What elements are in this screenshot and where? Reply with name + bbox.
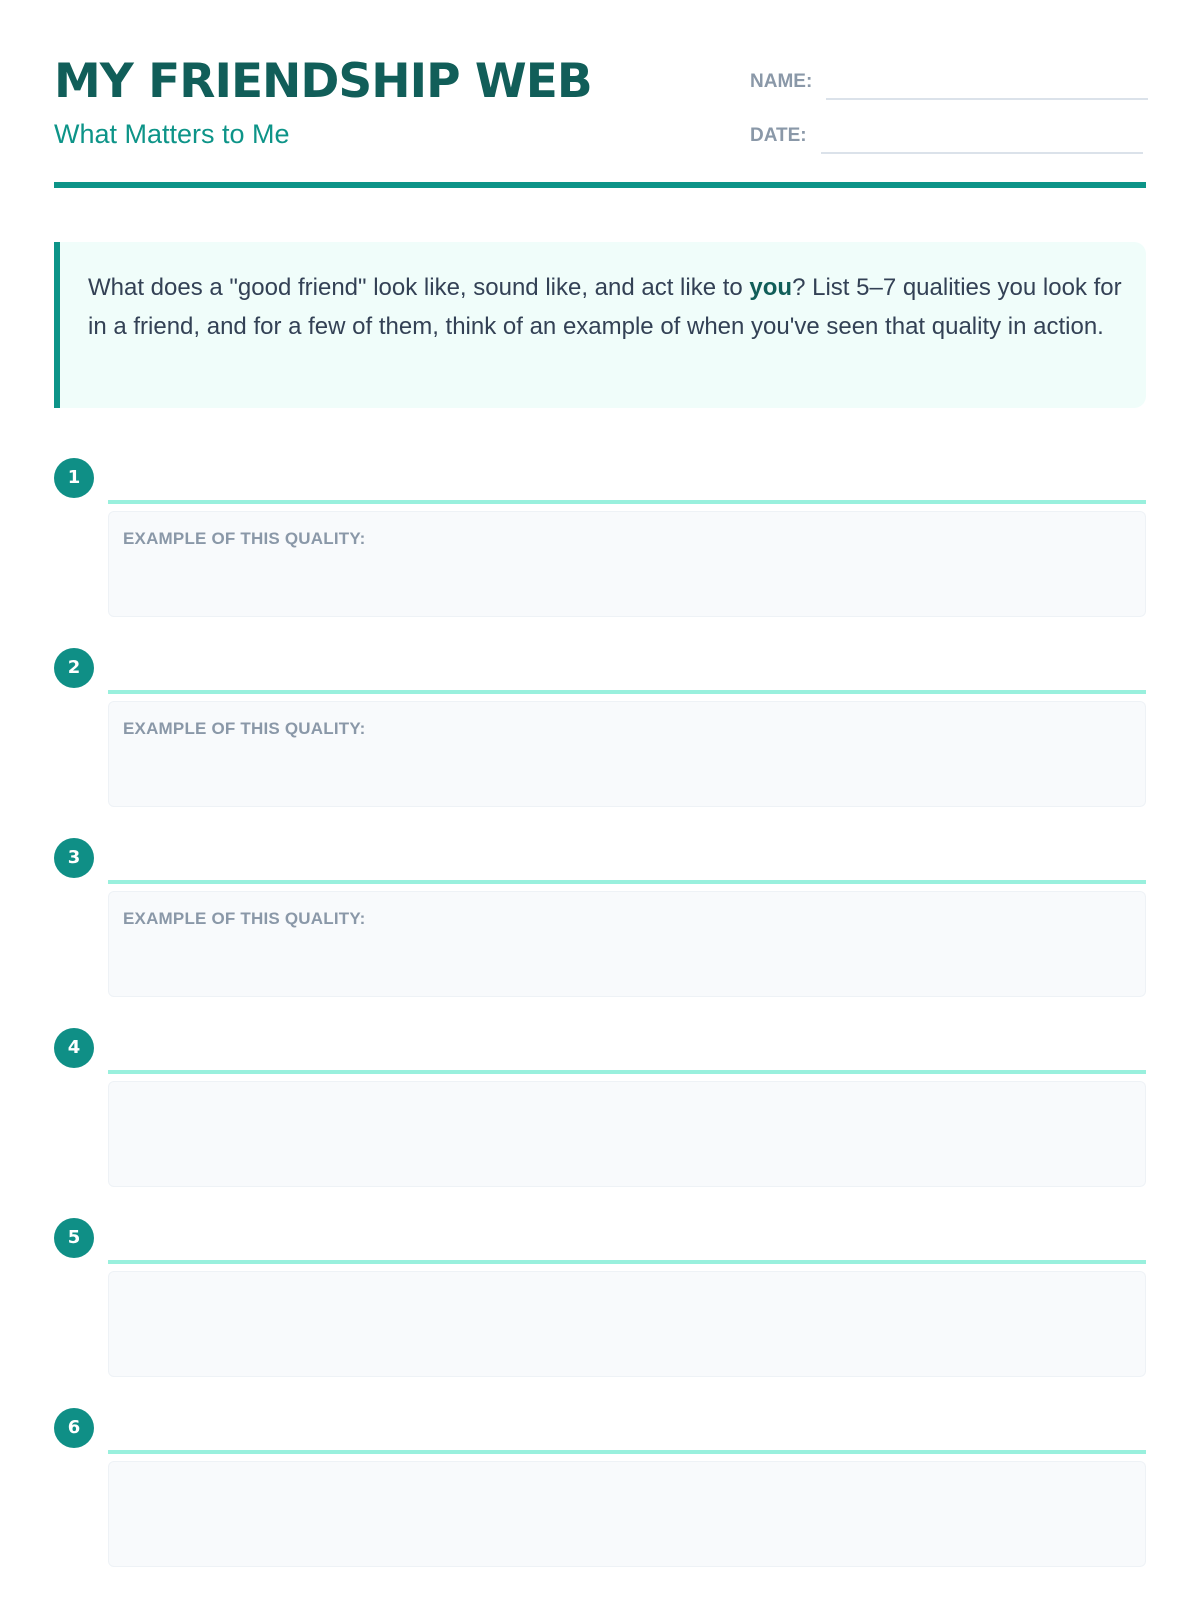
quality-input-line[interactable] [108,1260,1146,1264]
quality-input-line[interactable] [108,690,1146,694]
example-box[interactable] [108,1461,1146,1567]
name-label: NAME: [750,71,813,92]
quality-number-badge: 6 [54,1408,94,1448]
quality-item-5 [54,1218,1146,1378]
quality-input-line[interactable] [108,880,1146,884]
quality-item-2 [54,648,1146,808]
example-box[interactable] [108,701,1146,807]
example-label: EXAMPLE OF THIS QUALITY: [123,719,366,738]
quality-item-4 [54,1028,1146,1188]
page-subtitle: What Matters to Me [54,119,290,149]
date-input-line[interactable] [821,152,1143,154]
example-label: EXAMPLE OF THIS QUALITY: [123,909,366,928]
example-box[interactable] [108,891,1146,997]
name-input-line[interactable] [826,98,1148,100]
quality-number-badge: 2 [54,648,94,688]
quality-item-3 [54,838,1146,998]
example-box[interactable] [108,1271,1146,1377]
quality-number-badge: 5 [54,1218,94,1258]
name-field [750,68,1148,98]
quality-number-badge: 4 [54,1028,94,1068]
quality-input-line[interactable] [108,1450,1146,1454]
instructions-text [88,268,1122,346]
quality-number-badge: 1 [54,458,94,498]
instructions-text-after: ? List 5–7 qualities you look for in a friend, and for a few of them, think of an example of when you've seen that quality in action. [88,274,1122,340]
example-box[interactable] [108,511,1146,617]
date-field [750,122,1143,152]
date-label: DATE: [750,125,807,146]
quality-input-line[interactable] [108,1070,1146,1074]
example-box[interactable] [108,1081,1146,1187]
quality-input-line[interactable] [108,500,1146,504]
instructions-text-before: What does a "good friend" look like, sound like, and act like to [88,274,750,301]
worksheet-header [54,52,1146,186]
quality-item-6 [54,1408,1146,1568]
page-title: MY FRIENDSHIP WEB [54,54,592,109]
instructions-emphasis: you [749,274,793,301]
quality-item-1 [54,458,1146,618]
example-label: EXAMPLE OF THIS QUALITY: [123,529,366,548]
quality-number-badge: 3 [54,838,94,878]
instructions-box [54,242,1146,408]
header-divider [54,182,1146,188]
